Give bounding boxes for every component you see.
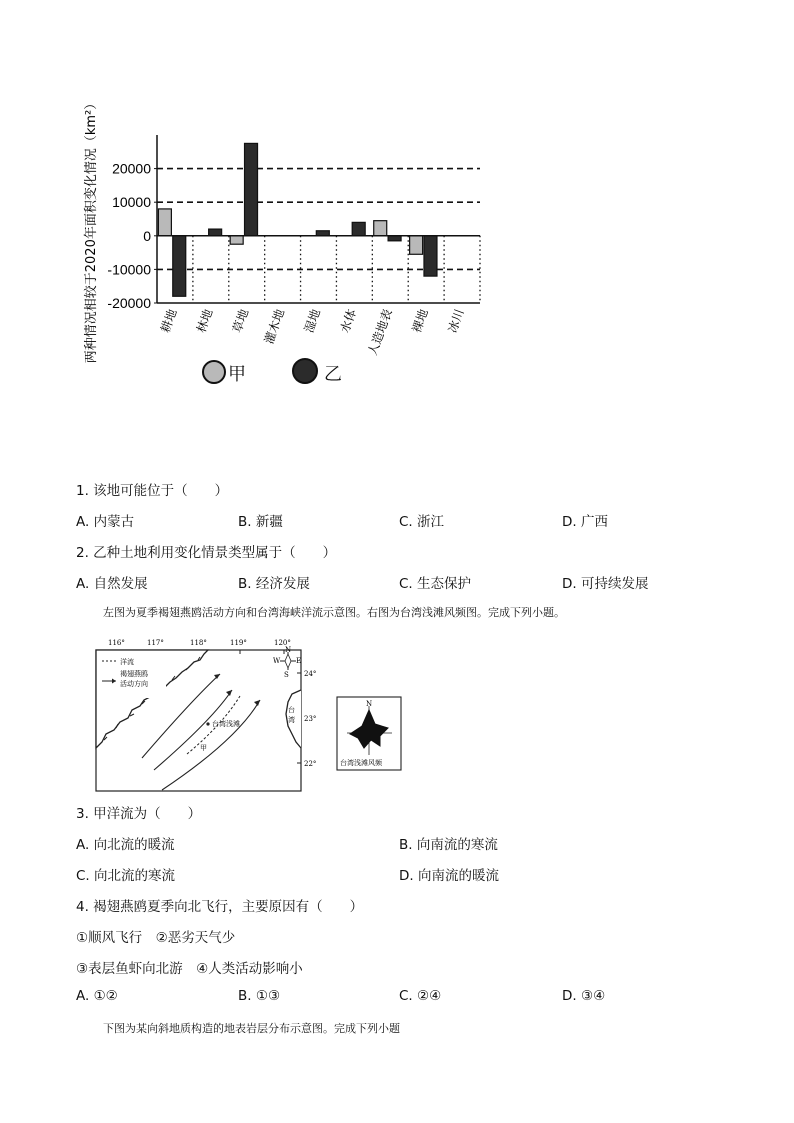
lat-label-23: 23°	[304, 715, 317, 723]
legend-bird-label-1: 褐翅燕鸥	[120, 670, 148, 678]
taiwan-label-1: 台	[288, 706, 295, 714]
question-4-stem: 4. 褐翅燕鸥夏季向北飞行，主要原因有（ ）	[76, 899, 364, 915]
chart-bars	[158, 143, 437, 296]
bar-乙-裸地	[424, 236, 437, 276]
q3-option-d[interactable]: D. 向南流的暖流	[399, 868, 499, 884]
question-2-stem: 2. 乙种土地利用变化情景类型属于（ ）	[76, 545, 337, 561]
bar-乙-林地	[209, 229, 222, 236]
y-axis-label: 两种情况相较于2020年面积变化情况（km²）	[84, 96, 99, 364]
y-tick-label: 10000	[112, 194, 151, 211]
q3-option-b[interactable]: B. 向南流的寒流	[399, 837, 498, 853]
q2-option-b[interactable]: B. 经济发展	[238, 576, 310, 592]
bar-甲-草地	[230, 236, 243, 244]
bar-甲-裸地	[410, 236, 423, 254]
bar-甲-耕地	[158, 209, 171, 236]
compass-w: W	[273, 657, 281, 665]
wind-rose-n: N	[366, 700, 373, 708]
question-1-stem: 1. 该地可能位于（ ）	[76, 483, 229, 499]
y-tick-label: -20000	[107, 295, 151, 311]
x-category-labels	[157, 307, 466, 357]
lon-label-118: 118°	[190, 639, 207, 647]
lon-label-117: 117°	[147, 639, 164, 647]
x-category-label: 裸地	[409, 307, 431, 335]
q4-option-a[interactable]: A. ①②	[76, 988, 118, 1004]
legend-marker-jia	[202, 360, 226, 384]
q4-statement-line-1: ①顺风飞行 ②恶劣天气少	[76, 930, 236, 946]
compass-n: N	[285, 646, 292, 654]
x-category-label: 人造地表	[365, 307, 395, 358]
q2-option-d[interactable]: D. 可持续发展	[562, 576, 649, 592]
q4-option-b[interactable]: B. ①③	[238, 988, 281, 1004]
q4-option-d[interactable]: D. ③④	[562, 988, 606, 1004]
y-tick-labels	[107, 161, 157, 311]
lat-label-24: 24°	[304, 670, 317, 678]
shoal-label: 台湾浅滩	[212, 720, 240, 728]
lon-label-116: 116°	[108, 639, 125, 647]
wind-rose-caption: 台湾浅滩风频	[340, 759, 382, 767]
x-category-label: 草地	[229, 307, 252, 335]
chart-legend	[200, 358, 390, 388]
q1-option-c[interactable]: C. 浙江	[399, 514, 445, 530]
geology-intro-text: 下图为某向斜地质构造的地表岩层分布示意图。完成下列小题	[103, 1022, 400, 1035]
q2-option-c[interactable]: C. 生态保护	[399, 576, 472, 592]
y-tick-label: -10000	[107, 261, 151, 278]
lon-label-120: 120°	[274, 639, 291, 647]
compass-e: E	[296, 657, 302, 665]
question-3-stem: 3. 甲洋流为（ ）	[76, 806, 202, 822]
lon-label-119: 119°	[230, 639, 247, 647]
taiwan-strait-map	[92, 630, 422, 795]
q1-option-a[interactable]: A. 内蒙古	[76, 514, 135, 530]
legend-current-label: 洋流	[120, 658, 134, 666]
bar-乙-耕地	[173, 236, 186, 296]
y-tick-label: 0	[143, 227, 151, 244]
taiwan-label-2: 湾	[288, 716, 295, 724]
legend-label-jia: 甲	[228, 364, 246, 385]
x-category-label: 冰川	[445, 307, 467, 335]
x-category-label: 灌木地	[261, 307, 288, 346]
q2-option-a[interactable]: A. 自然发展	[76, 576, 148, 592]
y-tick-label: 20000	[112, 160, 151, 177]
bar-甲-人造地表	[374, 221, 387, 236]
x-category-label: 耕地	[158, 307, 180, 335]
x-category-label: 林地	[194, 307, 216, 335]
q4-statement-line-2: ③表层鱼虾向北游 ④人类活动影响小	[76, 961, 303, 977]
legend-marker-yi	[292, 358, 318, 384]
bar-乙-草地	[245, 143, 258, 235]
q1-option-d[interactable]: D. 广西	[562, 514, 608, 530]
lat-label-22: 22°	[304, 760, 317, 768]
q1-option-b[interactable]: B. 新疆	[238, 514, 283, 530]
bar-乙-湿地	[316, 231, 329, 236]
current-jia-label: 甲	[200, 744, 207, 752]
land-use-bar-chart	[60, 95, 500, 395]
bar-乙-人造地表	[388, 236, 401, 241]
x-category-label: 湿地	[301, 307, 324, 335]
q3-option-a[interactable]: A. 向北流的暖流	[76, 837, 175, 853]
x-category-label: 水体	[337, 307, 360, 335]
shoal-dot	[206, 722, 209, 725]
compass-s: S	[284, 671, 289, 679]
bar-乙-水体	[352, 222, 365, 235]
chart-axes	[157, 135, 480, 303]
map-intro-text: 左图为夏季褐翅燕鸥活动方向和台湾海峡洋流示意图。右图为台湾浅滩风频图。完成下列小题。	[103, 606, 565, 619]
q4-option-c[interactable]: C. ②④	[399, 988, 442, 1004]
legend-label-yi: 乙	[324, 364, 342, 385]
legend-bird-label-2: 活动方向	[120, 680, 148, 688]
q3-option-c[interactable]: C. 向北流的寒流	[76, 868, 176, 884]
